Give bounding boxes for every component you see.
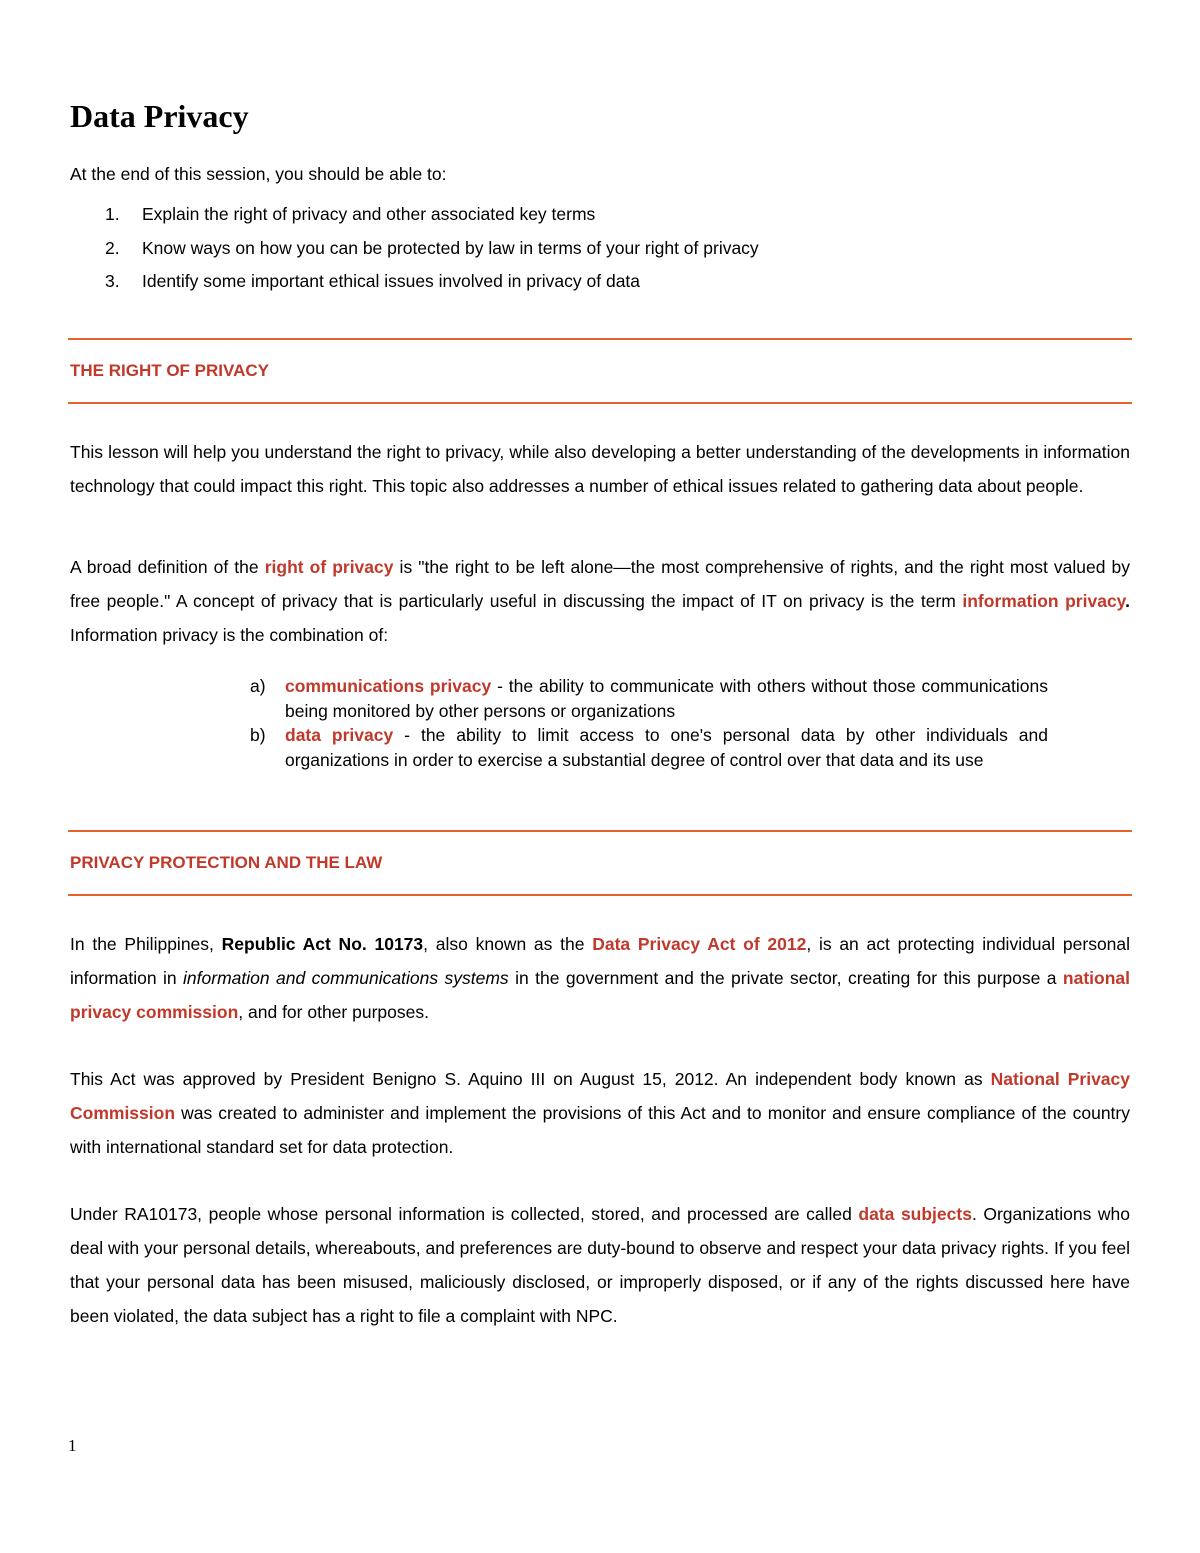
list-item xyxy=(70,235,759,269)
list-item xyxy=(70,268,759,302)
text-run: is "the right to be left alone—the most comprehensive of rights, and the right most valued by free people." A concept of privacy that is particularly useful in discussing the impact of IT on privacy is the term xyxy=(70,557,1131,611)
objectives-list xyxy=(70,201,759,302)
page-number: 1 xyxy=(68,1436,77,1455)
key-term-national-privacy-commission: national privacy commission xyxy=(70,968,1130,1022)
list-text: Explain the right of privacy and other associated key terms xyxy=(142,204,596,224)
paragraph-data-subjects xyxy=(70,1197,1130,1333)
section-divider xyxy=(68,894,1132,896)
text-run: This Act was approved by President Benigno S. Aquino III on August 15, 2012. An independent body known as xyxy=(70,1069,991,1089)
act-number: Republic Act No. 10173 xyxy=(221,934,424,954)
key-term-data-privacy-act: Data Privacy Act of 2012 xyxy=(592,934,807,954)
text-run: Information privacy is the combination of: xyxy=(70,625,389,645)
section-heading-privacy-law: PRIVACY PROTECTION AND THE LAW xyxy=(70,853,383,872)
text-run: In the Philippines, xyxy=(70,934,222,954)
list-number: 3. xyxy=(105,271,120,291)
list-label: b) xyxy=(250,725,266,745)
section-divider xyxy=(68,402,1132,404)
key-term-information-privacy: information privacy xyxy=(962,591,1126,611)
list-text: - the ability to communicate with others without those communications being monitored by other persons or organizations xyxy=(285,676,1048,721)
page-title: Data Privacy xyxy=(70,98,249,134)
text-run: . xyxy=(1125,591,1130,611)
section-divider xyxy=(68,338,1132,340)
list-text: Know ways on how you can be protected by law in terms of your right of privacy xyxy=(142,237,759,258)
list-item xyxy=(70,201,759,235)
text-run: was created to administer and implement the provisions of this Act and to monitor and ensure compliance of the country with international standard set for data protection. xyxy=(70,1103,1130,1157)
text-run: , and for other purposes. xyxy=(238,1002,429,1022)
key-term-npc: National Privacy Commission xyxy=(70,1069,1131,1123)
text-run: in the government and the private sector, creating for this purpose a xyxy=(508,968,1063,988)
key-term-right-of-privacy: right of privacy xyxy=(264,557,394,577)
text-run: Under RA10173, people whose personal information is collected, stored, and processed are called xyxy=(70,1204,859,1224)
list-item xyxy=(250,723,1048,772)
list-text: Identify some important ethical issues involved in privacy of data xyxy=(142,271,641,291)
privacy-types-list xyxy=(250,674,1048,772)
list-number: 1. xyxy=(105,204,120,224)
paragraph-republic-act xyxy=(70,927,1130,1029)
text-run: , also known as the xyxy=(423,934,593,954)
text-run: A broad definition of the xyxy=(70,557,265,577)
section-divider xyxy=(68,830,1132,832)
text-run: . Organizations who deal with your personal details, whereabouts, and preferences are duty-bound to observe and respect your data privacy rights. If you feel that your personal data has been misused, maliciously disclosed, or improperly disposed, or if any of the rights discussed here have been violated, the data subject has a right to file a complaint with NPC. xyxy=(70,1204,1130,1326)
paragraph-lesson-intro: This lesson will help you understand the right to privacy, while also developing a better understanding of the developments in information technology that could impact this right. This topic also addresses a number of ethical issues related to gathering data about people. xyxy=(70,442,1130,496)
list-item xyxy=(250,674,1048,723)
paragraph-privacy-definition xyxy=(70,550,1130,652)
intro-text: At the end of this session, you should be able to: xyxy=(70,164,447,184)
list-label: a) xyxy=(250,676,266,696)
italic-term: information and communications systems xyxy=(183,968,509,988)
key-term-data-subjects: data subjects xyxy=(858,1204,972,1224)
list-text: - the ability to limit access to one's personal data by other individuals and organizations in order to exercise a substantial degree of control over that data and its use xyxy=(285,725,1048,770)
text-run: , is an act protecting individual personal information in xyxy=(70,934,1131,988)
section-heading-right-of-privacy: THE RIGHT OF PRIVACY xyxy=(70,361,269,380)
key-term-data-privacy: data privacy xyxy=(285,725,394,745)
list-number: 2. xyxy=(105,237,120,258)
paragraph-act-approval xyxy=(70,1062,1130,1164)
key-term-communications-privacy: communications privacy xyxy=(285,676,492,696)
